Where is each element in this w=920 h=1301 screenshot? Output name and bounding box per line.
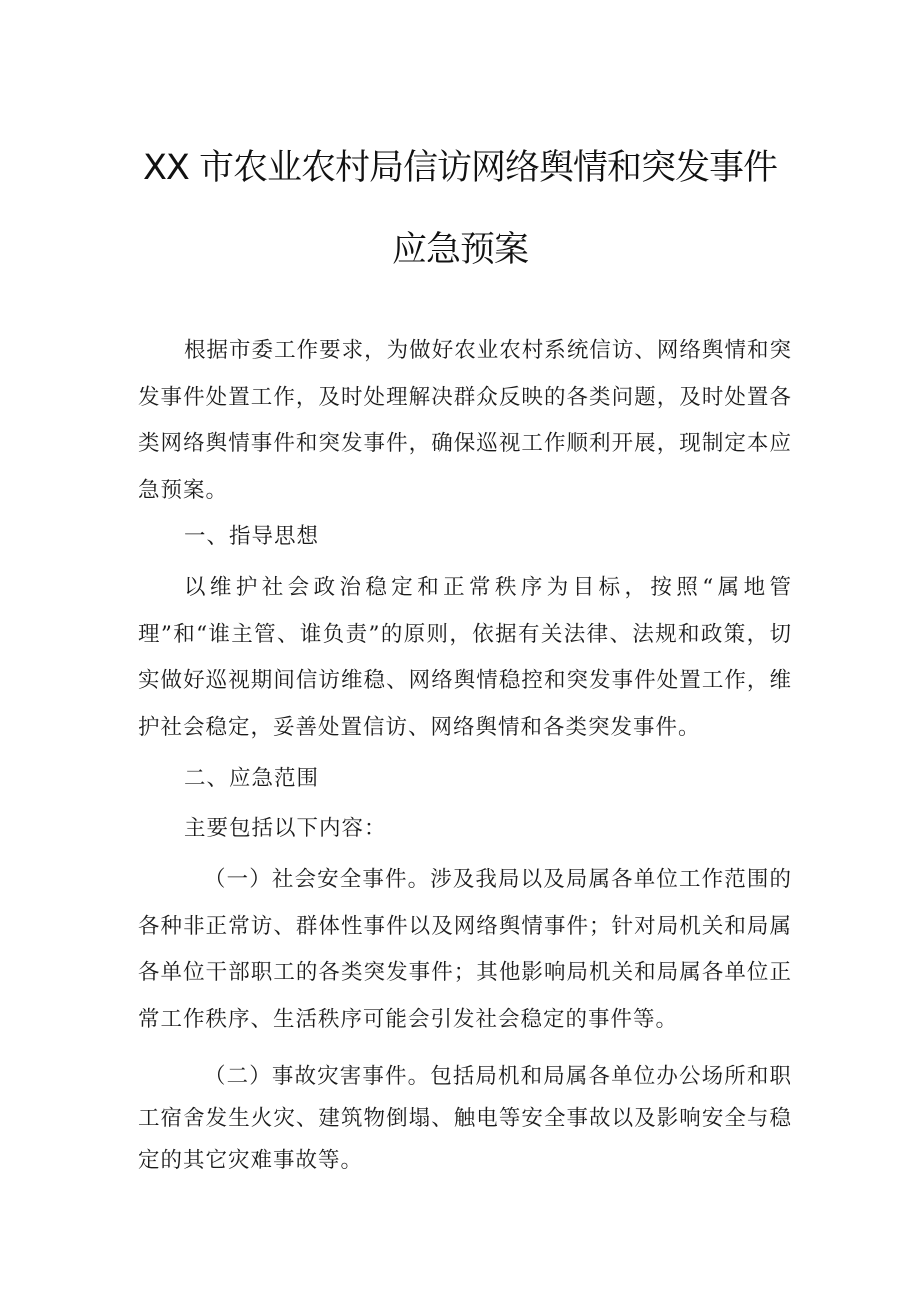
section2-lead: 主要包括以下内容： — [184, 816, 387, 841]
document-title-line2: 应急预案 — [391, 230, 528, 270]
section2-item2: （二）事故灾害事件。包括局机和局属各单位办公场所和职工宿舍发生火灾、建筑物倒塌、触电等安全事故以及影响安全与稳定的其它灾难事故等。 — [138, 1064, 792, 1173]
section1-body: 以维护社会政治稳定和正常秩序为目标，按照“属地管理”和“谁主管、谁负责”的原则，依据有关法律、法规和政策，切实做好巡视期间信访维稳、网络舆情稳控和突发事件处置工作，维护社会稳定，妥善处置信访、网络舆情和各类突发事件。 — [138, 575, 792, 740]
document-title-line1: XX 市农业农村局信访网络舆情和突发事件 — [142, 148, 778, 188]
section2-heading: 二、应急范围 — [184, 766, 320, 791]
section2-item1: （一）社会安全事件。涉及我局以及局属各单位工作范围的各种非正常访、群体性事件以及网络舆情事件；针对局机关和局属各单位干部职工的各类突发事件；其他影响局机关和局属各单位正常工作秩序、生活秩序可能会引发社会稳定的事件等。 — [138, 867, 792, 1032]
intro-paragraph: 根据市委工作要求，为做好农业农村系统信访、网络舆情和突发事件处置工作，及时处理解决群众反映的各类问题，及时处置各类网络舆情事件和突发事件，确保巡视工作顺利开展，现制定本应急预案。 — [138, 338, 792, 503]
section1-heading: 一、指导思想 — [184, 524, 320, 549]
